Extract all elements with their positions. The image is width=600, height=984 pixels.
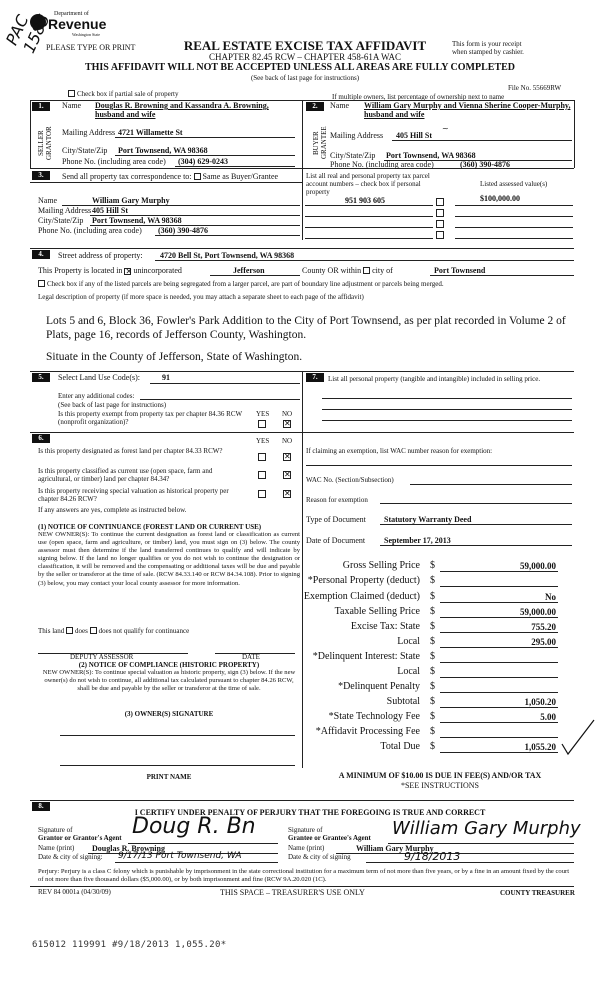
exemption-deduct-dollar: $ (430, 591, 435, 602)
section-8-number: 8. (32, 802, 50, 811)
delinq-state-dollar: $ (430, 651, 435, 662)
grantor-date: 9/17/13 Port Townsend, WA (118, 851, 242, 861)
corr-phone: (360) 390-4876 (158, 226, 208, 235)
buyer-name-label: Name (330, 101, 350, 110)
total-due-label: Total Due (380, 741, 420, 752)
treasurer-only-note: THIS SPACE – TREASURER'S USE ONLY (220, 888, 365, 897)
grantee-sig-label-2: Grantee or Grantee's Agent (288, 834, 371, 842)
corr-address-label: Mailing Address (38, 206, 92, 215)
grantee-date-label: Date & city of signing (288, 853, 351, 861)
doc-date: September 17, 2013 (384, 536, 451, 545)
seller-phone: (304) 629-0243 (178, 157, 228, 166)
certify-statement: I CERTIFY UNDER PENALTY OF PERJURY THAT THE FOREGOING IS TRUE AND CORRECT (134, 808, 486, 817)
dept-name: Department of (54, 11, 89, 17)
see-back-note: (See back of last page for instructions) (250, 74, 360, 82)
current-use-yes-checkbox[interactable] (258, 471, 266, 479)
historic-question: Is this property receiving special valuation as historical property per chapter 84.26 RCW? (38, 487, 229, 503)
unincorporated-checkbox[interactable]: ✕ (125, 267, 133, 276)
delinq-penalty-dollar: $ (430, 681, 435, 692)
buyer-address-handwriting: ~ (442, 124, 449, 133)
notice2-title: (2) NOTICE OF COMPLIANCE (HISTORIC PROPERTY) (78, 661, 260, 669)
delinq-local-dollar: $ (430, 666, 435, 677)
buyer-phone: (360) 390-4876 (460, 160, 510, 169)
section-7-number: 7. (306, 373, 324, 382)
parcels-header: List all real and personal property tax parcel account numbers – check box if personal property (306, 172, 430, 196)
affidavit-fee-dollar: $ (430, 726, 435, 737)
parcel-number-1: 951 903 605 (345, 196, 385, 205)
seller-city-label: City/State/Zip (62, 146, 108, 155)
county-or-row (302, 266, 393, 275)
doc-date-label: Date of Document (306, 536, 366, 545)
deputy-date-label: DATE (242, 653, 260, 661)
receipt-note-1: This form is your receipt (452, 40, 522, 48)
current-use-no-checkbox[interactable]: ✕ (284, 470, 291, 479)
historic-no-checkbox[interactable]: ✕ (284, 489, 291, 498)
partial-sale-row[interactable] (68, 90, 178, 98)
buyer-address: 405 Hill St (396, 131, 433, 140)
section-3-number: 3. (32, 171, 50, 180)
buyer-city-label: City/State/Zip (330, 151, 376, 160)
designation-no-header: NO (282, 437, 293, 445)
section-2-number: 2. (306, 102, 324, 111)
grantor-date-label: Date & city of signing: (38, 853, 103, 861)
historic-yes-checkbox[interactable] (258, 490, 266, 498)
dept-brand: Revenue (48, 16, 107, 32)
section-6-number: 6. (32, 434, 50, 443)
partial-sale-label: Check box if partial sale of property (77, 90, 179, 98)
section-1-number: 1. (32, 102, 50, 111)
excise-state-label: Excise Tax: State (350, 621, 420, 632)
city-checkbox[interactable] (363, 267, 370, 274)
excise-local-dollar: $ (430, 636, 435, 647)
form-title: REAL ESTATE EXCISE TAX AFFIDAVIT (183, 38, 427, 53)
exempt-no-checkbox[interactable]: ✕ (284, 419, 291, 428)
total-due-dollar: $ (430, 741, 435, 752)
seller-city: Port Townsend, WA 98368 (118, 146, 208, 155)
exempt-question: Is this property exempt from property tax per chapter 84.36 RCW (nonprofit organization)? (58, 410, 242, 426)
grantor-sig-label-1: Signature of (38, 826, 73, 834)
wac-label: WAC No. (Section/Subsection) (306, 476, 394, 484)
partial-sale-checkbox[interactable] (68, 90, 75, 97)
section-5-number: 5. (32, 373, 50, 382)
seller-address-label: Mailing Address (62, 128, 116, 137)
grantor-name-label: Name (print) (38, 844, 75, 852)
delinq-penalty-label: *Delinquent Penalty (338, 681, 420, 692)
tech-fee-label: *State Technology Fee (328, 711, 420, 722)
buyer-side-label: BUYER GRANTEE (312, 126, 328, 160)
personal-property-label: List all personal property (tangible and intangible) included in selling price. (328, 375, 541, 383)
additional-codes-label: Enter any additional codes: (58, 392, 135, 400)
exemption-claim-label: If claiming an exemption, list WAC number reason for exemption: (306, 447, 493, 455)
legal-situate: Situate in the County of Jefferson, State of Washington. (46, 351, 303, 363)
location-city: Port Townsend (434, 266, 486, 275)
grantee-name: William Gary Murphy (356, 844, 434, 853)
delinq-state-label: *Delinquent Interest: State (312, 651, 420, 662)
notice1-body: NEW OWNER(S): To continue the current designation as forest land or classification as current use (open space, farm and agriculture, or timber) land, you must sign on (3) below. The county assessor must then determine if the land transferred continues to qualify and will indicate by signing below. If the land no longer qualifies or you do not wish to continue the designation or classification, it will be removed and the compensating or additional taxes will be due and payable by the seller or transferor at the time of sale. (RCW 84.33.140 or RCW 84.34.108). Prior to signing (3) below, you may contact your local county assessor for more information. (38, 531, 300, 587)
buyer-address-label: Mailing Address (330, 131, 384, 140)
checkmark-icon (560, 718, 596, 758)
does-label: does (75, 627, 88, 635)
perjury-note (38, 868, 574, 884)
treasurer-stamp: 615012 119991 #9/18/2013 1,055.20* (32, 940, 227, 950)
seller-name-label: Name (62, 101, 82, 110)
land-use-no-header: NO (282, 410, 293, 418)
assessed-header: Listed assessed value(s) (480, 180, 548, 188)
handwritten-note: PAC 1585 (2, 11, 54, 57)
total-due-value: 1,055.20 (524, 742, 556, 752)
within-label: within (340, 266, 362, 275)
parcel-3-personal-checkbox[interactable] (436, 220, 444, 228)
form-warning: THIS AFFIDAVIT WILL NOT BE ACCEPTED UNLESS ALL AREAS ARE FULLY COMPLETED (84, 62, 516, 73)
does-not-label: does not qualify for continuance (98, 627, 190, 635)
see-instructions-note: *SEE INSTRUCTIONS (400, 781, 479, 790)
file-number: File No. 55669RW (508, 84, 562, 92)
tech-fee-value: 5.00 (540, 712, 556, 722)
exempt-yes-checkbox[interactable] (258, 420, 266, 428)
notice1-title: (1) NOTICE OF CONTINUANCE (FOREST LAND OR CURRENT USE) (38, 523, 262, 531)
corr-phone-label: Phone No. (including area code) (38, 226, 142, 235)
grantee-sig-label-1: Signature of (288, 826, 323, 834)
this-land-row (38, 627, 189, 635)
taxable-price-value: 59,000.00 (520, 607, 556, 617)
located-in-label: This Property is located in (38, 266, 123, 275)
corr-address: 405 Hill St (92, 206, 129, 215)
if-yes-note: If any answers are yes, complete as instructed below. (38, 506, 187, 514)
subtotal-value: 1,050.20 (524, 697, 556, 707)
segregated-row (38, 280, 578, 288)
legal-desc-label: Legal description of property (if more space is needed, you may attach a separate sheet to each page of the affidavit) (38, 293, 364, 301)
same-as-buyer-checkbox[interactable] (194, 173, 201, 180)
same-as-buyer-label: Same as Buyer/Grantee (202, 172, 279, 181)
buyer-city: Port Townsend, WA 98368 (386, 151, 476, 160)
seller-phone-label: Phone No. (including area code) (62, 157, 166, 166)
land-use-label: Select Land Use Code(s): (58, 373, 140, 382)
taxable-price-dollar: $ (430, 606, 435, 617)
correspondence-label: Send all property tax correspondence to: (62, 172, 192, 181)
form-chapters: CHAPTER 82.45 RCW – CHAPTER 458-61A WAC (209, 52, 401, 62)
gross-price-dollar: $ (430, 560, 435, 571)
county-treasurer-label: COUNTY TREASURER (500, 889, 575, 897)
segregated-label: Check box if any of the listed parcels are being segregated from a larger parcel, are part of boundary line adjustment or parcels being merged. (47, 280, 444, 288)
parcel-1-personal-checkbox[interactable] (436, 198, 444, 206)
grantee-name-label: Name (print) (288, 844, 325, 852)
exemption-deduct-value: No (545, 592, 556, 602)
section-4-number: 4. (32, 250, 50, 259)
corr-city: Port Townsend, WA 98368 (92, 216, 182, 225)
forest-no-checkbox[interactable]: ✕ (284, 452, 291, 461)
land-use-code: 91 (162, 373, 170, 382)
personal-deduct-label: *Personal Property (deduct) (307, 575, 420, 586)
multiple-owners-note: If multiple owners, list percentage of ownership next to name (332, 93, 505, 101)
county-or-label: County OR (302, 266, 339, 275)
parcel-4-personal-checkbox[interactable] (436, 231, 444, 239)
owner-signature-label: (3) OWNER(S) SIGNATURE (124, 710, 214, 718)
street-label: Street address of property: (58, 251, 143, 260)
land-use-see-back: (See back of last page for instructions) (58, 401, 167, 409)
this-land-label: This land (38, 627, 65, 635)
segregated-checkbox[interactable] (38, 280, 45, 287)
exemption-reason-label: Reason for exemption (306, 496, 368, 504)
seller-side-label: SELLER GRANTOR (37, 126, 53, 160)
excise-local-value: 295.00 (531, 637, 556, 647)
subtotal-dollar: $ (430, 696, 435, 707)
does-checkbox[interactable] (66, 627, 73, 634)
buyer-name: William Gary Murphy and Vienna Sherine Cooper-Murphy, husband and wife (364, 101, 571, 119)
correspondence-row (62, 172, 278, 181)
doc-type-label: Type of Document (306, 515, 366, 524)
forest-yes-checkbox[interactable] (258, 453, 266, 461)
corr-name: William Gary Murphy (92, 196, 170, 205)
excise-local-label: Local (397, 636, 420, 647)
grantor-name: Douglas R. Browning (92, 844, 165, 853)
buyer-phone-label: Phone No. (including area code) (330, 160, 434, 169)
receipt-note-2: when stamped by cashier. (452, 48, 524, 56)
parcel-2-personal-checkbox[interactable] (436, 209, 444, 217)
city-of-label: city of (372, 266, 393, 275)
delinq-local-label: Local (397, 666, 420, 677)
subtotal-label: Subtotal (386, 696, 420, 707)
print-name-label: PRINT NAME (146, 773, 192, 781)
rev-number: REV 84 0001a (04/30/09) (38, 888, 111, 896)
affidavit-fee-label: *Affidavit Processing Fee (315, 726, 420, 737)
corr-city-label: City/State/Zip (38, 216, 84, 225)
seller-address: 4721 Willamette St (118, 128, 183, 137)
seller-name: Douglas R. Browning and Kassandra A. Browning, husband and wife (95, 101, 269, 119)
does-not-checkbox[interactable] (90, 627, 97, 634)
personal-deduct-dollar: $ (430, 575, 435, 586)
legal-description: Lots 5 and 6, Block 36, Fowler's Park Addition to the City of Port Townsend, as per plat recorded in Volume 2 of Plats, page 16, records of Jefferson County, Washington. (46, 315, 566, 341)
tech-fee-dollar: $ (430, 711, 435, 722)
street-address: 4720 Bell St, Port Townsend, WA 98368 (160, 251, 295, 260)
forest-question: Is this property designated as forest land per chapter 84.33 RCW? (38, 447, 223, 455)
current-use-question: Is this property classified as current use (open space, farm and agricultural, or timber) land per chapter 84.34? (38, 467, 213, 483)
taxable-price-label: Taxable Selling Price (334, 606, 420, 617)
county-name: Jefferson (233, 266, 265, 275)
grantee-signature: William Gary Murphy (392, 818, 581, 839)
gross-price-label: Gross Selling Price (342, 560, 420, 571)
dept-state: Washington State (72, 32, 101, 37)
land-use-yes-header: YES (256, 410, 270, 418)
assessed-value-1: $100,000.00 (480, 194, 520, 203)
minimum-fee-note: A MINIMUM OF $10.00 IS DUE IN FEE(S) AND/OR TAX (338, 771, 542, 780)
excise-state-value: 755.20 (531, 622, 556, 632)
gross-price-value: 59,000.00 (520, 561, 556, 571)
perjury-text: Perjury: Perjury is a class C felony which is punishable by imprisonment in the state correctional institution for a maximum term of not more than five years, or by a fine in an amount fixed by the court of not more than five thousand dollars ($5,000.00), or by both imprisonment and fine (RCW 9A.20.020 (1C). (38, 868, 570, 883)
excise-state-dollar: $ (430, 621, 435, 632)
grantor-signature: Doug R. Bn (132, 814, 256, 839)
grantee-date: 9/18/2013 (404, 850, 461, 863)
exemption-deduct-label: Exemption Claimed (deduct) (303, 591, 420, 602)
deputy-assessor-label: DEPUTY ASSESSOR (70, 653, 134, 661)
notice2-body: NEW OWNER(S): To continue special valuation as historic property, sign (3) below. If the new owner(s) do not wish to continue, all additional tax calculated pursuant to chapter 84.26 RCW, shall be due and payable by the seller or transferor at the time of sale. (42, 669, 296, 693)
unincorporated-label: unincorporated (133, 266, 182, 275)
please-type-note: PLEASE TYPE OR PRINT (46, 43, 136, 52)
designation-yes-header: YES (256, 437, 270, 445)
doc-type: Statutory Warranty Deed (384, 515, 472, 524)
grantor-sig-label-2: Grantor or Grantor's Agent (38, 834, 122, 842)
corr-name-label: Name (38, 196, 58, 205)
